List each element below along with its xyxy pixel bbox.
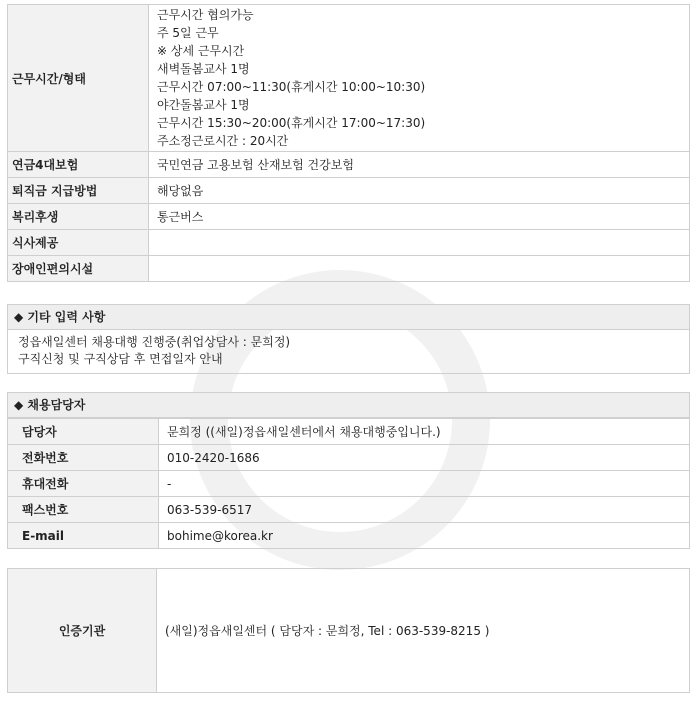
work-line: 주 5일 근무	[157, 26, 219, 40]
work-line: 주소정근로시간 : 20시간	[157, 134, 289, 148]
cert-table	[7, 568, 690, 693]
email-value[interactable]: bohime@korea.kr	[159, 523, 690, 549]
meal-value	[149, 230, 690, 256]
work-info-table	[7, 4, 690, 282]
meal-label: 식사제공	[8, 230, 149, 256]
insurance-value: 국민연금 고용보험 산재보험 건강보험	[149, 152, 690, 178]
other-line: 구직신청 및 구직상담 후 면접일자 안내	[18, 352, 223, 366]
fax-value: 063-539-6517	[159, 497, 690, 523]
work-hours-label: 근무시간/형태	[8, 5, 149, 152]
mobile-label: 휴대전화	[8, 471, 159, 497]
work-line: 근무시간 협의가능	[157, 8, 254, 22]
work-line: ※ 상세 근무시간	[157, 44, 245, 58]
accessibility-value	[149, 256, 690, 282]
cert-value: (새일)정읍새일센터 ( 담당자 : 문희정, Tel : 063-539-8215 )	[157, 569, 690, 693]
accessibility-label: 장애인편의시설	[8, 256, 149, 282]
other-section-title: ◆ 기타 입력 사항	[7, 304, 690, 330]
insurance-label: 연금4대보험	[8, 152, 149, 178]
mobile-value: -	[159, 471, 690, 497]
manager-label: 담당자	[8, 419, 159, 445]
work-line: 근무시간 07:00~11:30(휴게시간 10:00~10:30)	[157, 80, 426, 94]
other-section-body	[7, 330, 690, 374]
contact-section-title: ◆ 채용담당자	[7, 392, 690, 418]
welfare-value: 통근버스	[149, 204, 690, 230]
fax-label: 팩스번호	[8, 497, 159, 523]
work-line: 새벽돌봄교사 1명	[157, 62, 250, 76]
phone-label: 전화번호	[8, 445, 159, 471]
work-line: 야간돌봄교사 1명	[157, 98, 250, 112]
phone-value: 010-2420-1686	[159, 445, 690, 471]
cert-label: 인증기관	[8, 569, 157, 693]
manager-value: 문희정 ((새일)정읍새일센터에서 채용대행중입니다.)	[159, 419, 690, 445]
work-line: 근무시간 15:30~20:00(휴게시간 17:00~17:30)	[157, 116, 426, 130]
severance-value: 해당없음	[149, 178, 690, 204]
severance-label: 퇴직금 지급방법	[8, 178, 149, 204]
work-hours-value	[149, 5, 690, 152]
other-line: 정읍새일센터 채용대행 진행중(취업상담사 : 문희정)	[18, 335, 291, 349]
email-label: E-mail	[8, 523, 159, 549]
welfare-label: 복리후생	[8, 204, 149, 230]
contact-table	[7, 418, 690, 549]
